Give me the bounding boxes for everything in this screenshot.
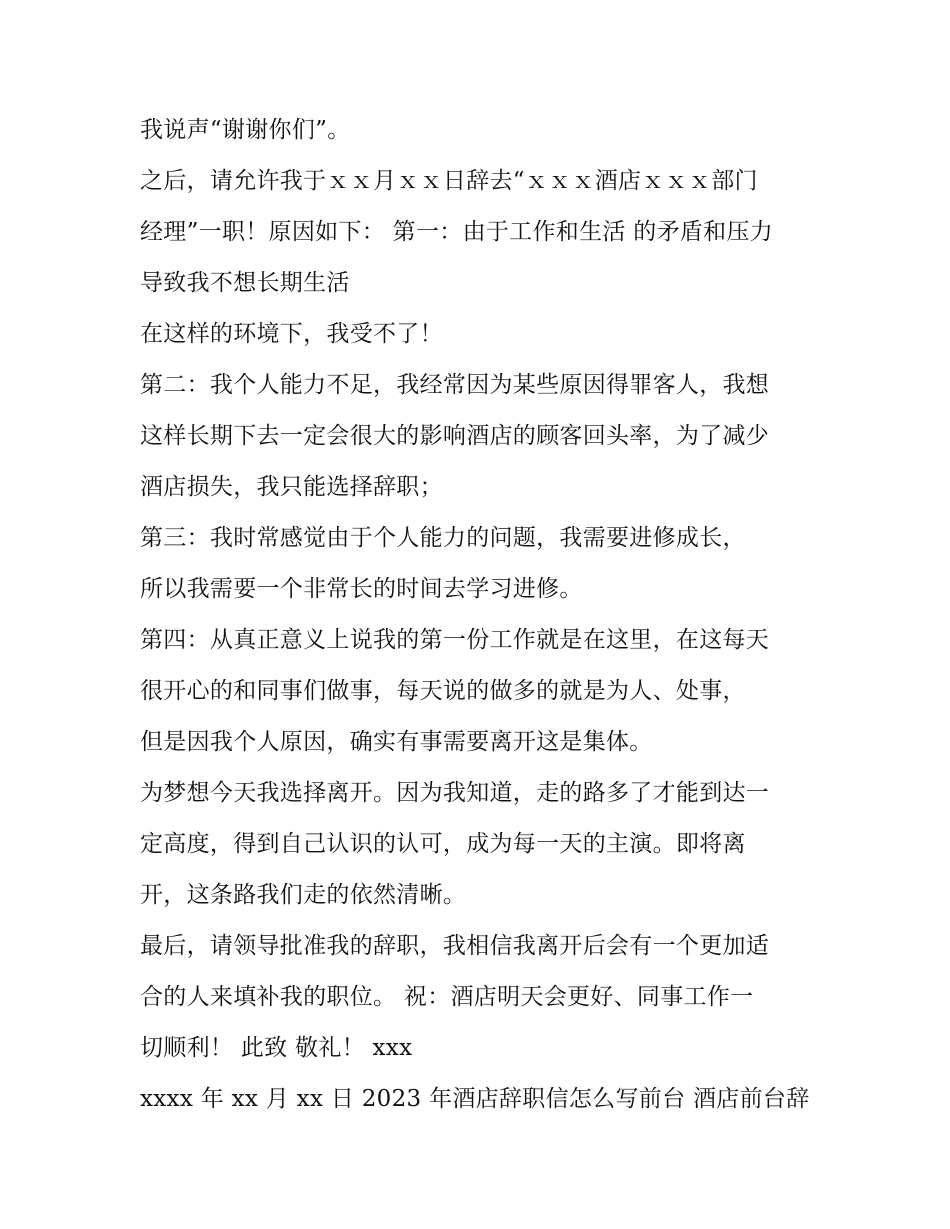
text-line: 切顺利！ 此致 敬礼！ xxx	[140, 1035, 413, 1061]
text-line: 我说声“谢谢你们”。	[140, 117, 351, 143]
text-line: 最后，请领导批准我的辞职，我相信我离开后会有一个更加适	[140, 933, 770, 959]
text-line: 第四：从真正意义上说我的第一份工作就是在这里，在这每天	[140, 627, 770, 653]
text-line: 定高度，得到自己认识的认可，成为每一天的主演。即将离	[140, 831, 746, 857]
text-line: 之后，请允许我于ｘｘ月ｘｘ日辞去“ｘｘｘ酒店ｘｘｘ部门	[140, 168, 758, 194]
text-line: 在这样的环境下，我受不了！	[140, 321, 443, 347]
text-line: xxxx 年 xx 月 xx 日 2023 年酒店辞职信怎么写前台 酒店前台辞	[140, 1086, 810, 1112]
text-line: 第二：我个人能力不足，我经常因为某些原因得罪客人，我想	[140, 372, 770, 398]
text-line: 所以我需要一个非常长的时间去学习进修。	[140, 576, 583, 602]
text-line: 这样长期下去一定会很大的影响酒店的顾客回头率，为了减少	[140, 423, 770, 449]
text-line: 开，这条路我们走的依然清晰。	[140, 882, 467, 908]
text-line: 但是因我个人原因，确实有事需要离开这是集体。	[140, 729, 653, 755]
text-line: 为梦想今天我选择离开。因为我知道，走的路多了才能到达一	[140, 780, 770, 806]
text-line: 合的人来填补我的职位。 祝：酒店明天会更好、同事工作一	[140, 984, 754, 1010]
document-body	[140, 105, 820, 1125]
text-line: 酒店损失，我只能选择辞职；	[140, 474, 443, 500]
text-line: 很开心的和同事们做事，每天说的做多的就是为人、处事，	[140, 678, 746, 704]
text-line: 第三：我时常感觉由于个人能力的问题，我需要进修成长，	[140, 525, 746, 551]
text-line: 导致我不想长期生活	[140, 270, 350, 296]
text-line: 经理”一职！原因如下： 第一：由于工作和生活 的矛盾和压力	[140, 219, 774, 245]
